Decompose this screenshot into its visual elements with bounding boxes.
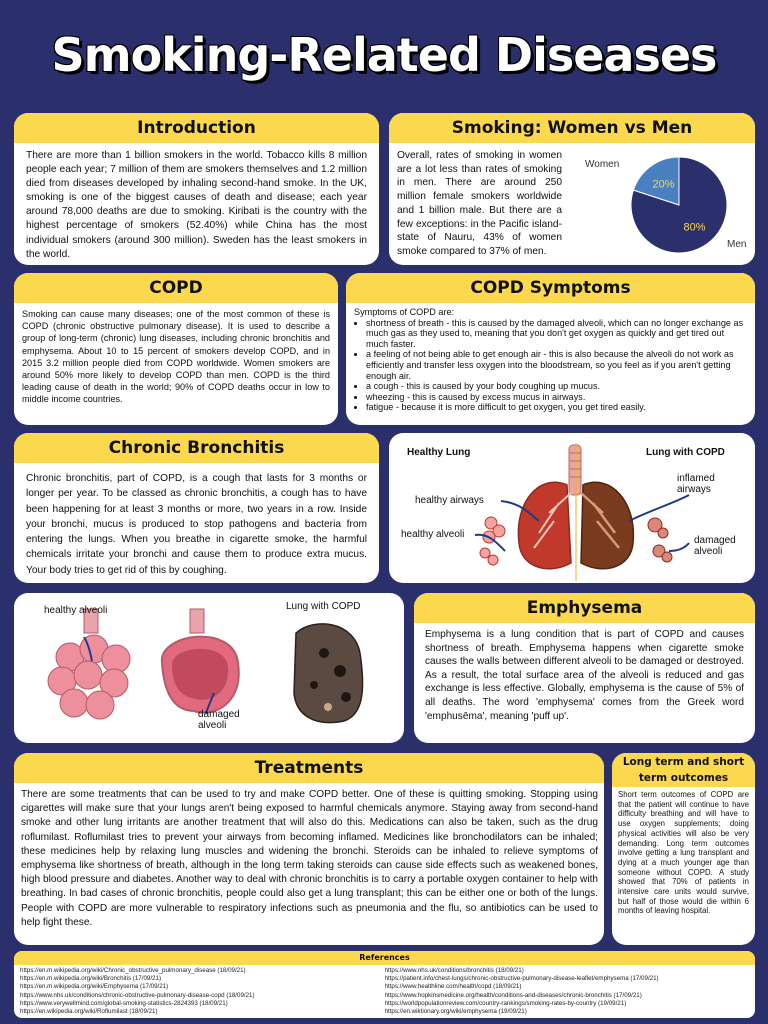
chronic-bronchitis-card [14,433,379,583]
pie-legend-women: Women [585,159,620,170]
chronic-bronchitis-heading: Chronic Bronchitis [14,433,379,463]
reference-link[interactable]: https://en.wiktionary.org/wiki/emphysema (19/09/21) [384,1008,527,1016]
copd-heading: COPD [14,273,338,303]
reference-link[interactable]: https://en.m.wikipedia.org/wiki/Chronic_obstructive_pulmonary_disease (18/09/21) [20,967,246,974]
reference-link[interactable]: https://en.wikipedia.org/wiki/Roflumilast (18/09/21) [20,1008,158,1016]
emphysema-card [414,593,755,743]
copd-symptoms-list [354,318,747,413]
healthy-lung-label: Healthy Lung [407,447,471,458]
outcomes-heading: Long term and short term outcomes [612,753,755,787]
symptom-item: • a feeling of not being able to get enough air - this is also because the alveoli do not work as efficiently and transfer less oxygen into the bloodstream, so you feel as if you aren't getting enough air. [366,349,747,381]
treatments-heading: Treatments [14,753,604,783]
treatments-card [14,753,604,945]
introduction-card [14,113,379,265]
reference-link[interactable]: https://www.hopkinsmedicine.org/health/conditions-and-diseases/chronic-bronchitis (17/09/21) [384,991,642,999]
emphysema-heading: Emphysema [414,593,755,623]
alveoli-picture-card [14,593,404,743]
copd-symptoms-heading: COPD Symptoms [346,273,755,303]
references-card [14,951,755,1018]
symptom-item: • fatigue - because it is more difficult to get oxygen, you get tired easily. [366,402,747,413]
treatments-text: There are some treatments that can be used to try and make COPD better. One of these is quitting smoking. Stopping using cigarettes will make sure that your lungs aren't being exposed to harmful chemicals anymore. Staying away from second-hand smoke and other lung irritants are another treatment that will also do this. Medications can also be taken, such as the drug roflumilast. Roflumilast tries to prevent your airways from becoming inflamed. Medicines like bronchodilators can be inhaled; these medicines help by relaxing lung muscles and widening the bronchi. Steroids can be inhaled to relieve symptoms of emphysema like shortness of breath, although in the long term taking steroids can cause side effects such as weakened bones, high blood pressure and diabetes. Another way to deal with chronic bronchitis is to carry a portable oxygen container to help with breathing. In bad cases of chronic bronchitis, people could also get a lung transplant; this can be either one or both of the lungs. People with COPD are more vulnerable to respiratory infections such as pneumonia and the flu, so antibiotics can be used to help fight these. [21,789,598,928]
introduction-heading: Introduction [14,113,379,143]
lung-with-copd-label: Lung with COPD [286,601,361,612]
symptom-item: • shortness of breath - this is caused by the damaged alveoli, which can no longer exchange as much gas as they used to, meaning that you don't get oxygen as quickly and get tired out much faster. [366,318,747,350]
reference-link[interactable]: https://www.nhs.uk/conditions/bronchitis (18/09/21) [384,967,524,974]
women-vs-men-heading: Smoking: Women vs Men [389,113,755,143]
healthy-airways-label: healthy airways [415,495,484,506]
introduction-text: There are more than 1 billion smokers in the world. Tobacco kills 8 million people each year; 7 million of them are smokers themselves and 1.2 million died from diseases developed by inhaling second-hand smoke. In the UK, smoking is one of the biggest causes of death and disease; each year around 78,000 deaths are due to smoking. Kiribati is the country with the highest percentage of smokers (52.40%) while China has the most individual smokers (around 300 million). Sweden has the least smokers in the world. [26,150,367,260]
copd-symptoms-body [346,303,755,413]
reference-link[interactable]: https://www.nhs.uk/conditions/chronic-obstructive-pulmonary-disease-copd (18/09/21) [20,991,255,999]
reference-link[interactable]: https://worldpopulationreview.com/country-rankings/smoking-rates-by-country (19/09/21) [384,999,627,1007]
reference-link[interactable]: https://www.healthline.com/health/copd (18/09/21) [384,983,522,991]
symptom-item: • a cough - this is caused by your body coughing up mucus. [366,381,747,392]
lungs-diagram-card [389,433,755,583]
copd-text: Smoking can cause many diseases; one of the most common of these is COPD (chronic obstructive pulmonary disease). It is used to describe a group of long-term (chronic) lung diseases, including chronic bronchitis and emphysema. About 10 to 15 percent of smokers develop COPD, and in 2015 3.2 million people died from COPD worldwide. Women smokers are around 50% more likely to develop COPD than men. COPD is the third leading cause of death in the world; 90% of COPD deaths occur in low to middle income countries. [22,309,330,405]
symptom-item: • wheezing - this is caused by excess mucus in airways. [366,392,747,403]
references-right-column [385,967,750,1016]
healthy-alveoli-label: healthy alveoli [401,529,465,540]
copd-card [14,273,338,425]
lung-with-copd-label: Lung with COPD [646,447,725,458]
emphysema-text: Emphysema is a lung condition that is part of COPD and causes shortness of breath. Emphysema happens when cigarette smoke causes the walls between different alveoli to be damaged or destroyed. As a result, the total surface area of the alveoli is reduced and gas exchange is less effective. Globally, emphysema is the cause of 5% of all deaths. The word 'emphysema' comes from the Greek word 'emphusēma', meaning 'puff up'. [425,629,744,722]
copd-symptoms-card [346,273,755,425]
outcomes-card [612,753,755,945]
healthy-alveoli-label: healthy alveoli [44,605,108,616]
references-heading: References [14,951,755,965]
women-men-pie-chart [579,147,749,262]
women-vs-men-card [389,113,755,265]
damaged-alveoli-label: damaged alveoli [198,709,240,731]
pie-value-label: 80% [683,221,706,234]
reference-link[interactable]: https://en.m.wikipedia.org/wiki/Emphysema (17/09/21) [20,983,169,991]
inflamed-airways-label: inflamed airways [677,473,715,495]
outcomes-text: Short term outcomes of COPD are that the patient will continue to have difficulty breathing and will have to use oxygen supplements; doing physical activities will also be very demanding. Long term outcomes involve getting a lung transplant and dying at a much younger age than someone without COPD. A study showed that 70% of patients in intensive care units would survive, but half of those would die within 6 months of leaving hospital. [618,790,749,916]
copd-symptoms-intro: Symptoms of COPD are: [354,307,455,317]
pie-legend-men: Men [727,239,747,250]
chronic-bronchitis-text: Chronic bronchitis, part of COPD, is a cough that lasts for 3 months or longer per year. To be classed as chronic bronchitis, a cough has to have been happening for at least 3 months or more, two years in a row. Inside your bronchi, mucus is produced to stop pathogens and bacteria from entering the lungs. When you breathe in cigarette smoke, the harmful chemicals irritate your bronchi and cause them to produce extra mucus. Your body tries to get rid of this by coughing. [26,473,367,576]
damaged-alveoli-label: damaged alveoli [694,535,736,557]
reference-link[interactable]: https://patient.info/chest-lungs/chronic-obstructive-pulmonary-disease-leaflet/emphysema (17/09/21) [384,975,659,983]
women-vs-men-text: Overall, rates of smoking in women are a lot less than rates of smoking in men. There are around 250 million female smokers worldwide and 1 billion male. But there are a few exceptions: in the Pacific island-state of Nauru, 43% of women smoke compared to 37% of men. [397,150,562,257]
reference-link[interactable]: https://en.m.wikipedia.org/wiki/Bronchitis (17/09/21) [20,975,162,983]
page-title: Smoking-Related Diseases [51,28,717,82]
reference-link[interactable]: https://www.verywellmind.com/global-smoking-statistics-2824393 (18/09/21) [20,999,228,1007]
pie-value-label: 20% [652,178,675,191]
references-left-column [20,967,385,1016]
